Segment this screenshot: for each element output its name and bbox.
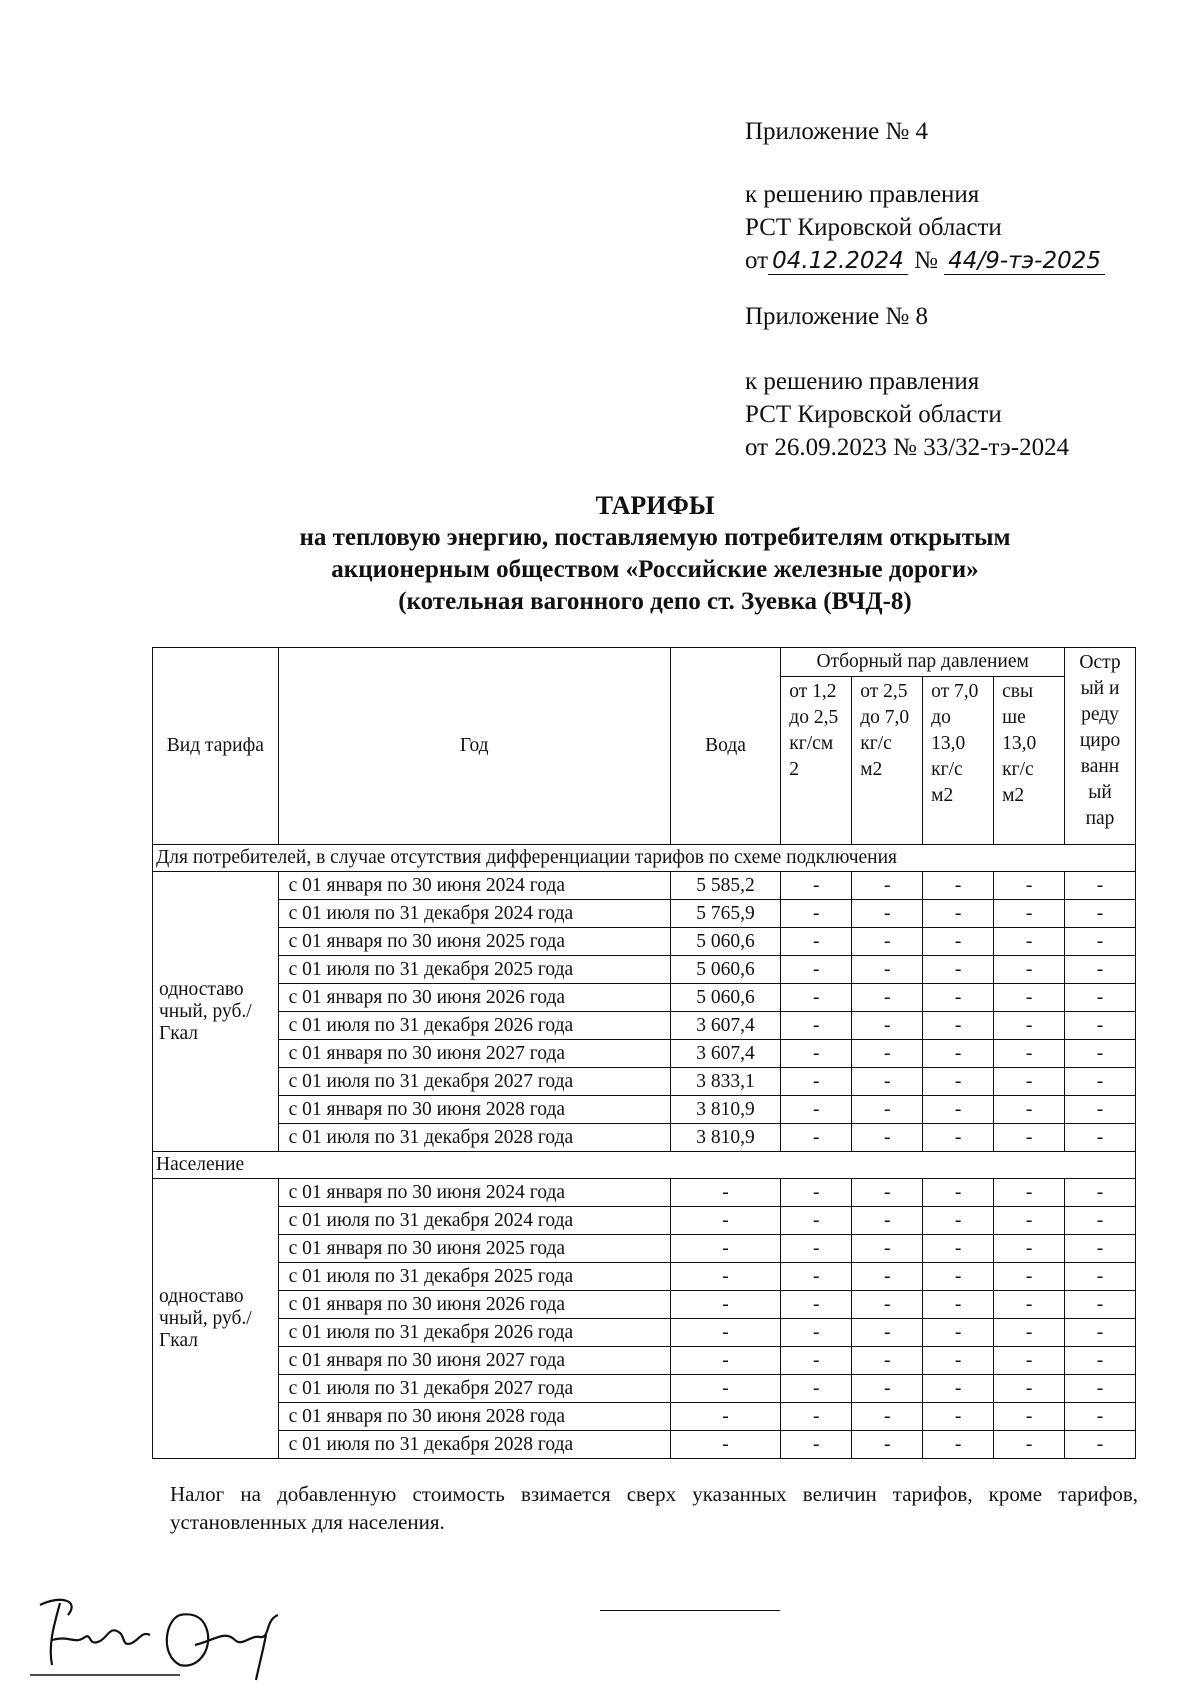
handwritten-date: 04.12.2024 (768, 248, 908, 275)
empty-value-cell: - (1065, 984, 1136, 1012)
table-row (153, 1403, 1136, 1431)
empty-value-cell: - (781, 1347, 852, 1375)
period-cell: с 01 января по 30 июня 2024 года (278, 1179, 670, 1207)
empty-value-cell: - (852, 956, 923, 984)
empty-value-cell: - (1065, 1403, 1136, 1431)
vat-note: Налог на добавленную стоимость взимается сверх указанных величин тарифов, кроме тарифов, установленных для населения. (170, 1482, 1138, 1534)
title-line1: на тепловую энергию, поставляемую потребителям открытым (299, 524, 1011, 551)
empty-value-cell: - (781, 1319, 852, 1347)
appendix-4-date-line: от 04.12.2024 № 44/9-тэ-2025 (745, 244, 1105, 277)
period-cell: с 01 января по 30 июня 2028 года (278, 1096, 670, 1124)
appendix-8-title (745, 300, 928, 333)
water-value-cell: - (670, 1347, 780, 1375)
title-main: ТАРИФЫ (595, 491, 715, 520)
empty-value-cell: - (994, 1068, 1065, 1096)
empty-value-cell: - (1065, 1263, 1136, 1291)
empty-value-cell: - (1065, 900, 1136, 928)
empty-value-cell: - (923, 928, 994, 956)
empty-value-cell: - (994, 1347, 1065, 1375)
empty-value-cell: - (781, 1375, 852, 1403)
table-row (153, 1207, 1136, 1235)
table-row (153, 1375, 1136, 1403)
period-cell: с 01 января по 30 июня 2026 года (278, 984, 670, 1012)
table-row (153, 872, 1136, 900)
header-steam-group: Отборный пар давлением (781, 648, 1065, 677)
signature (30, 1585, 290, 1685)
empty-value-cell: - (781, 1207, 852, 1235)
table-row (153, 1347, 1136, 1375)
empty-value-cell: - (1065, 956, 1136, 984)
water-value-cell: 3 607,4 (670, 1012, 780, 1040)
empty-value-cell: - (1065, 1291, 1136, 1319)
empty-value-cell: - (852, 900, 923, 928)
empty-value-cell: - (923, 984, 994, 1012)
empty-value-cell: - (923, 1319, 994, 1347)
empty-value-cell: - (1065, 1431, 1136, 1459)
tariffs-table (152, 647, 1136, 1459)
empty-value-cell: - (994, 1235, 1065, 1263)
empty-value-cell: - (994, 1040, 1065, 1068)
header-steam-4: свы ше 13,0 кг/с м2 (994, 677, 1065, 845)
empty-value-cell: - (994, 1207, 1065, 1235)
empty-value-cell: - (781, 928, 852, 956)
empty-value-cell: - (994, 1375, 1065, 1403)
empty-value-cell: - (994, 1291, 1065, 1319)
empty-value-cell: - (994, 984, 1065, 1012)
period-cell: с 01 июля по 31 декабря 2024 года (278, 1207, 670, 1235)
appendix-4-reference (745, 178, 1105, 277)
empty-value-cell: - (1065, 1040, 1136, 1068)
empty-value-cell: - (923, 1403, 994, 1431)
water-value-cell: - (670, 1375, 780, 1403)
appendix-8-line2: РСТ Кировской области (745, 401, 1002, 428)
appendix-4-line1: к решению правления (745, 181, 980, 208)
empty-value-cell: - (781, 984, 852, 1012)
header-steam-3: от 7,0 до 13,0 кг/с м2 (923, 677, 994, 845)
empty-value-cell: - (852, 1263, 923, 1291)
period-cell: с 01 января по 30 июня 2027 года (278, 1040, 670, 1068)
table-row (153, 1040, 1136, 1068)
empty-value-cell: - (1065, 1375, 1136, 1403)
empty-value-cell: - (923, 1040, 994, 1068)
water-value-cell: 5 060,6 (670, 984, 780, 1012)
table-row (153, 900, 1136, 928)
empty-value-cell: - (1065, 1319, 1136, 1347)
empty-value-cell: - (923, 1347, 994, 1375)
empty-value-cell: - (994, 1179, 1065, 1207)
water-value-cell: - (670, 1319, 780, 1347)
empty-value-cell: - (781, 1012, 852, 1040)
empty-value-cell: - (781, 1263, 852, 1291)
header-water: Вода (670, 648, 780, 845)
empty-value-cell: - (1065, 1207, 1136, 1235)
handwritten-number: 44/9-тэ-2025 (944, 248, 1105, 275)
empty-value-cell: - (1065, 1096, 1136, 1124)
section-row (153, 845, 1136, 872)
table-row (153, 1124, 1136, 1152)
empty-value-cell: - (994, 956, 1065, 984)
table-row (153, 1263, 1136, 1291)
empty-value-cell: - (852, 872, 923, 900)
water-value-cell: 5 060,6 (670, 928, 780, 956)
empty-value-cell: - (994, 1096, 1065, 1124)
empty-value-cell: - (781, 1040, 852, 1068)
empty-value-cell: - (852, 1319, 923, 1347)
empty-value-cell: - (923, 900, 994, 928)
empty-value-cell: - (852, 1375, 923, 1403)
empty-value-cell: - (781, 1068, 852, 1096)
water-value-cell: 5 765,9 (670, 900, 780, 928)
empty-value-cell: - (852, 1068, 923, 1096)
period-cell: с 01 января по 30 июня 2027 года (278, 1347, 670, 1375)
empty-value-cell: - (781, 1431, 852, 1459)
period-cell: с 01 января по 30 июня 2028 года (278, 1403, 670, 1431)
empty-value-cell: - (1065, 1347, 1136, 1375)
water-value-cell: - (670, 1291, 780, 1319)
empty-value-cell: - (923, 1012, 994, 1040)
period-cell: с 01 июля по 31 декабря 2024 года (278, 900, 670, 928)
period-cell: с 01 января по 30 июня 2026 года (278, 1291, 670, 1319)
title-line2: акционерным обществом «Российские железные дороги» (331, 556, 979, 583)
table-row (153, 1235, 1136, 1263)
empty-value-cell: - (1065, 1068, 1136, 1096)
table-row (153, 928, 1136, 956)
appendix-4-heading: Приложение № 4 (745, 118, 929, 145)
empty-value-cell: - (852, 1179, 923, 1207)
empty-value-cell: - (923, 1375, 994, 1403)
empty-value-cell: - (781, 1179, 852, 1207)
period-cell: с 01 января по 30 июня 2025 года (278, 928, 670, 956)
empty-value-cell: - (852, 1347, 923, 1375)
empty-value-cell: - (923, 1207, 994, 1235)
empty-value-cell: - (781, 872, 852, 900)
empty-value-cell: - (994, 1124, 1065, 1152)
water-value-cell: - (670, 1235, 780, 1263)
empty-value-cell: - (923, 1124, 994, 1152)
empty-value-cell: - (852, 928, 923, 956)
header-steam-2: от 2,5 до 7,0 кг/с м2 (852, 677, 923, 845)
header-sharp-steam: Остр ый и реду циро ванн ый пар (1065, 648, 1136, 845)
water-value-cell: - (670, 1431, 780, 1459)
water-value-cell: - (670, 1403, 780, 1431)
period-cell: с 01 июля по 31 декабря 2026 года (278, 1319, 670, 1347)
empty-value-cell: - (994, 900, 1065, 928)
empty-value-cell: - (1065, 1235, 1136, 1263)
empty-value-cell: - (994, 1012, 1065, 1040)
empty-value-cell: - (852, 1207, 923, 1235)
section-row (153, 1152, 1136, 1179)
water-value-cell: 5 585,2 (670, 872, 780, 900)
appendix-8-line3: от 26.09.2023 № 33/32-тэ-2024 (745, 434, 1070, 461)
empty-value-cell: - (781, 956, 852, 984)
empty-value-cell: - (852, 1235, 923, 1263)
period-cell: с 01 июля по 31 декабря 2027 года (278, 1375, 670, 1403)
water-value-cell: - (670, 1263, 780, 1291)
header-year: Год (278, 648, 670, 845)
empty-value-cell: - (994, 1403, 1065, 1431)
section-label: Для потребителей, в случае отсутствия дифференциации тарифов по схеме подключения (153, 845, 1136, 872)
empty-value-cell: - (1065, 928, 1136, 956)
table-row (153, 1319, 1136, 1347)
empty-value-cell: - (923, 1431, 994, 1459)
empty-value-cell: - (923, 872, 994, 900)
empty-value-cell: - (923, 1096, 994, 1124)
empty-value-cell: - (923, 1179, 994, 1207)
empty-value-cell: - (1065, 1012, 1136, 1040)
tariff-type-cell: одноставо чный, руб./Гкал (153, 1179, 279, 1459)
empty-value-cell: - (994, 1319, 1065, 1347)
document-title (150, 490, 1160, 618)
table-row (153, 1179, 1136, 1207)
empty-value-cell: - (852, 1403, 923, 1431)
appendix-8-line1: к решению правления (745, 368, 980, 395)
period-cell: с 01 июля по 31 декабря 2025 года (278, 1263, 670, 1291)
empty-value-cell: - (923, 1235, 994, 1263)
period-cell: с 01 июля по 31 декабря 2028 года (278, 1124, 670, 1152)
period-cell: с 01 июля по 31 декабря 2026 года (278, 1012, 670, 1040)
period-cell: с 01 июля по 31 декабря 2025 года (278, 956, 670, 984)
appendix-8-reference (745, 365, 1069, 464)
header-steam-1: от 1,2 до 2,5 кг/см 2 (781, 677, 852, 845)
empty-value-cell: - (852, 1096, 923, 1124)
water-value-cell: 5 060,6 (670, 956, 780, 984)
water-value-cell: 3 810,9 (670, 1096, 780, 1124)
table-row (153, 1068, 1136, 1096)
table-row (153, 1291, 1136, 1319)
empty-value-cell: - (852, 1040, 923, 1068)
water-value-cell: 3 607,4 (670, 1040, 780, 1068)
table-row (153, 956, 1136, 984)
empty-value-cell: - (781, 1403, 852, 1431)
tariff-type-cell: одноставо чный, руб./Гкал (153, 872, 279, 1152)
empty-value-cell: - (852, 1431, 923, 1459)
empty-value-cell: - (923, 1068, 994, 1096)
period-cell: с 01 января по 30 июня 2025 года (278, 1235, 670, 1263)
empty-value-cell: - (781, 1235, 852, 1263)
table-row (153, 1096, 1136, 1124)
water-value-cell: 3 810,9 (670, 1124, 780, 1152)
water-value-cell: - (670, 1179, 780, 1207)
empty-value-cell: - (923, 1291, 994, 1319)
empty-value-cell: - (781, 1096, 852, 1124)
empty-value-cell: - (994, 928, 1065, 956)
empty-value-cell: - (781, 900, 852, 928)
water-value-cell: 3 833,1 (670, 1068, 780, 1096)
empty-value-cell: - (781, 1291, 852, 1319)
table-row (153, 1012, 1136, 1040)
appendix-8-heading: Приложение № 8 (745, 303, 929, 330)
empty-value-cell: - (923, 1263, 994, 1291)
empty-value-cell: - (994, 1431, 1065, 1459)
empty-value-cell: - (852, 984, 923, 1012)
empty-value-cell: - (1065, 1179, 1136, 1207)
appendix-4-line2: РСТ Кировской области (745, 214, 1002, 241)
water-value-cell: - (670, 1207, 780, 1235)
title-line3: (котельная вагонного депо ст. Зуевка (ВЧД-8) (398, 588, 912, 615)
empty-value-cell: - (781, 1124, 852, 1152)
empty-value-cell: - (852, 1012, 923, 1040)
empty-value-cell: - (1065, 1124, 1136, 1152)
empty-value-cell: - (852, 1291, 923, 1319)
empty-value-cell: - (994, 872, 1065, 900)
table-row (153, 1431, 1136, 1459)
empty-value-cell: - (923, 956, 994, 984)
empty-value-cell: - (1065, 872, 1136, 900)
period-cell: с 01 июля по 31 декабря 2028 года (278, 1431, 670, 1459)
table-row (153, 984, 1136, 1012)
section-label: Население (153, 1152, 1136, 1179)
header-tariff-type: Вид тарифа (153, 648, 279, 845)
separator-line (600, 1610, 780, 1611)
empty-value-cell: - (852, 1124, 923, 1152)
period-cell: с 01 января по 30 июня 2024 года (278, 872, 670, 900)
empty-value-cell: - (994, 1263, 1065, 1291)
appendix-4-title (745, 115, 928, 148)
period-cell: с 01 июля по 31 декабря 2027 года (278, 1068, 670, 1096)
